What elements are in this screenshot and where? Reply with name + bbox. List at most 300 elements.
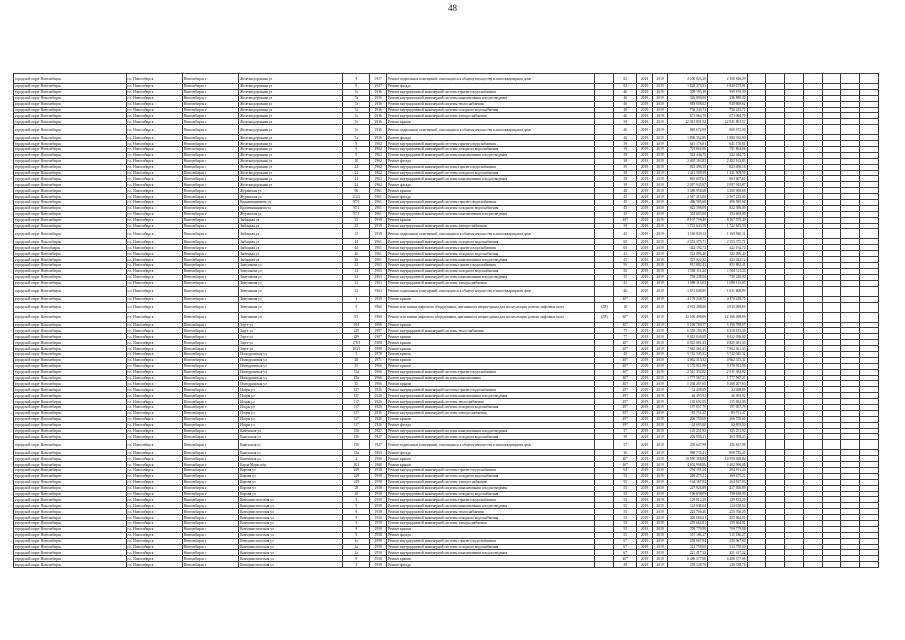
- cell-street: Железнодорожная ул: [239, 84, 343, 90]
- cell-settlement: г.о. Новосибирск: [126, 351, 182, 357]
- cell-start: 2019: [637, 334, 653, 340]
- cell-cost: 599 193,39: [668, 89, 708, 95]
- cell-street: Зорге ул: [239, 328, 343, 334]
- cell-street: Ипподромская ул: [239, 369, 343, 375]
- cell-city: Новосибирск г: [182, 125, 238, 135]
- cell-limit: 663 607,61: [707, 176, 747, 182]
- cell-city: Новосибирск г: [182, 369, 238, 375]
- cell-cost: 256 647,98: [668, 440, 708, 450]
- cell-year: 1960: [370, 312, 387, 322]
- cell-district: городской округ Новосибирск: [14, 526, 127, 532]
- cell-limit: 709 779,98: [707, 526, 747, 532]
- cell-empty: [766, 286, 785, 296]
- cell-settlement: г.о. Новосибирск: [126, 141, 182, 147]
- cell-house: 97/1: [343, 205, 370, 211]
- cell-city: Новосибирск г: [182, 538, 238, 544]
- cell-house: 9: [343, 302, 370, 312]
- cell-year: 1966: [370, 381, 387, 387]
- cell-cost: 5 742 345,31: [668, 351, 708, 357]
- cell-settlement: г.о. Новосибирск: [126, 119, 182, 125]
- cell-year: 1962: [370, 182, 387, 188]
- cell-district: городской округ Новосибирск: [14, 509, 127, 515]
- cell-year: 1963: [370, 450, 387, 456]
- cell-year: 1936: [370, 107, 387, 113]
- cell-work: Ремонт внутридомовой инженерной системы холодного водоснабжения: [387, 434, 595, 440]
- cell-city: Новосибирск г: [182, 217, 238, 223]
- cell-street: Железнодорожная ул: [239, 74, 343, 84]
- cell-start: 2019: [637, 211, 653, 217]
- cell-district: городской округ Новосибирск: [14, 538, 127, 544]
- cell-settlement: г.о. Новосибирск: [126, 158, 182, 164]
- cell-work: Ремонт внутридомовой инженерной системы холодного водоснабжения: [387, 544, 595, 550]
- cell-year: 1962: [370, 147, 387, 153]
- cell-district: городской округ Новосибирск: [14, 404, 127, 410]
- cell-house: 10: [343, 158, 370, 164]
- cell-district: городской округ Новосибирск: [14, 467, 127, 473]
- cell-cost: 823 496,18: [668, 164, 708, 170]
- cell-end: 2019: [652, 410, 668, 416]
- cell-end: 2019: [652, 217, 668, 223]
- cell-city: Новосибирск г: [182, 351, 238, 357]
- cell-qty: 55: [614, 473, 637, 479]
- cell-settlement: г.о. Новосибирск: [126, 467, 182, 473]
- cell-district: городской округ Новосибирск: [14, 399, 127, 405]
- cell-cost: 7 862 361,43: [668, 346, 708, 352]
- cell-limit: 823 496,18: [707, 164, 747, 170]
- cell-work: Ремонт фасада: [387, 450, 595, 456]
- table-row: [14, 440, 879, 450]
- cell-start: 2019: [637, 74, 653, 84]
- cell-qty: 77: [614, 334, 637, 340]
- cell-empty: [803, 286, 822, 296]
- cell-city: Новосибирск г: [182, 135, 238, 141]
- cell-end: 2019: [652, 562, 668, 568]
- cell-house: 9/1: [343, 312, 370, 322]
- cell-qty: 46: [614, 101, 637, 107]
- cell-year: 1958: [370, 479, 387, 485]
- cell-district: городской округ Новосибирск: [14, 176, 127, 182]
- cell-start: 2019: [637, 532, 653, 538]
- cell-start: 2019: [637, 263, 653, 269]
- cell-street: Искры ул: [239, 393, 343, 399]
- cell-empty: [766, 562, 785, 568]
- cell-street: Коммунистическая ул: [239, 538, 343, 544]
- cell-start: 2019: [637, 467, 653, 473]
- cell-cost: 62 693,00: [668, 422, 708, 428]
- cell-limit: 8 825 081,43: [707, 340, 747, 346]
- cell-street: Зимушкова ул: [239, 263, 343, 269]
- cell-empty: [841, 312, 860, 322]
- cell-empty: [841, 302, 860, 312]
- cell-start: 2019: [637, 462, 653, 468]
- cell-city: Новосибирск г: [182, 141, 238, 147]
- cell-work: Ремонт крыши: [387, 351, 595, 357]
- cell-city: Новосибирск г: [182, 274, 238, 280]
- cell-end: 2019: [652, 147, 668, 153]
- table-row: [14, 125, 879, 135]
- cell-district: городской округ Новосибирск: [14, 491, 127, 497]
- cell-cost: 6 486 377,96: [668, 556, 708, 562]
- cell-district: городской округ Новосибирск: [14, 147, 127, 153]
- cell-district: городской округ Новосибирск: [14, 152, 127, 158]
- cell-cost: 326 890,00: [668, 95, 708, 101]
- cell-qty: 67: [614, 538, 637, 544]
- cell-cost: 32 498,89: [668, 387, 708, 393]
- cell-district: городской округ Новосибирск: [14, 393, 127, 399]
- cell-city: Новосибирск г: [182, 467, 238, 473]
- cell-start: 2019: [637, 89, 653, 95]
- cell-start: 2019: [637, 147, 653, 153]
- cell-district: городской округ Новосибирск: [14, 556, 127, 562]
- cell-district: городской округ Новосибирск: [14, 84, 127, 90]
- repair-program-table: [13, 73, 879, 568]
- cell-limit: 1 169 820,11: [707, 229, 747, 239]
- cell-street: Железнодорожная ул: [239, 107, 343, 113]
- cell-end: 2019: [652, 268, 668, 274]
- cell-end: 2019: [652, 422, 668, 428]
- cell-settlement: г.о. Новосибирск: [126, 328, 182, 334]
- cell-qty: 60: [614, 245, 637, 251]
- cell-limit: 868 735,41: [707, 450, 747, 456]
- cell-district: городской округ Новосибирск: [14, 74, 127, 84]
- cell-district: городской округ Новосибирск: [14, 280, 127, 286]
- cell-settlement: г.о. Новосибирск: [126, 509, 182, 515]
- cell-cost: 5 176 911,96: [668, 363, 708, 369]
- cell-unit: [595, 286, 614, 296]
- cell-end: 2019: [652, 74, 668, 84]
- cell-end: 2019: [652, 428, 668, 434]
- cell-end: 2019: [652, 526, 668, 532]
- cell-cost: 269 475,21: [668, 473, 708, 479]
- cell-year: 1987: [370, 328, 387, 334]
- cell-year: 1958: [370, 503, 387, 509]
- cell-year: 1962: [370, 141, 387, 147]
- cell-end: 2019: [652, 257, 668, 263]
- cell-start: 2019: [637, 280, 653, 286]
- cell-year: 1936: [370, 101, 387, 107]
- cell-city: Новосибирск г: [182, 147, 238, 153]
- cell-start: 2019: [637, 223, 653, 229]
- cell-year: 1936: [370, 119, 387, 125]
- cell-city: Новосибирск г: [182, 286, 238, 296]
- cell-empty: [841, 440, 860, 450]
- cell-limit: 4 170 248,75: [707, 296, 747, 302]
- cell-end: 2019: [652, 479, 668, 485]
- cell-qty: 64: [614, 467, 637, 473]
- cell-city: Новосибирск г: [182, 302, 238, 312]
- cell-limit: 129 812,29: [707, 497, 747, 503]
- cell-city: Новосибирск г: [182, 485, 238, 491]
- cell-district: городской округ Новосибирск: [14, 101, 127, 107]
- cell-city: Новосибирск г: [182, 89, 238, 95]
- cell-start: 2019: [637, 84, 653, 90]
- cell-house: 24: [343, 176, 370, 182]
- cell-year: 1958: [370, 526, 387, 532]
- cell-qty: 40*: [614, 322, 637, 328]
- cell-year: 1961: [370, 211, 387, 217]
- cell-settlement: г.о. Новосибирск: [126, 532, 182, 538]
- cell-street: Железнодорожная ул: [239, 170, 343, 176]
- cell-district: городской округ Новосибирск: [14, 125, 127, 135]
- cell-street: Каменская ул: [239, 456, 343, 462]
- cell-street: Кирова ул: [239, 485, 343, 491]
- cell-settlement: г.о. Новосибирск: [126, 280, 182, 286]
- cell-qty: 55: [614, 491, 637, 497]
- cell-settlement: г.о. Новосибирск: [126, 164, 182, 170]
- cell-year: 1958: [370, 515, 387, 521]
- cell-year: 1971: [370, 357, 387, 363]
- cell-limit: 22 941 891,52: [707, 119, 747, 125]
- cell-year: 1959: [370, 223, 387, 229]
- cell-end: 2019: [652, 274, 668, 280]
- cell-street: Журинская ул: [239, 194, 343, 200]
- cell-cost: 114 638,04: [668, 503, 708, 509]
- cell-limit: 4 402 998,86: [707, 462, 747, 468]
- cell-house: 114/2: [343, 194, 370, 200]
- cell-house: 7а: [343, 107, 370, 113]
- cell-qty: 40*: [614, 363, 637, 369]
- cell-house: 179/1: [343, 340, 370, 346]
- cell-year: 1970: [370, 351, 387, 357]
- cell-cost: 221 417,22: [668, 550, 708, 556]
- cell-city: Новосибирск г: [182, 544, 238, 550]
- cell-work: Ремонт внутридомовой инженерной системы горячего водоснабжения: [387, 141, 595, 147]
- cell-empty: [785, 440, 804, 450]
- cell-district: городской округ Новосибирск: [14, 357, 127, 363]
- cell-city: Новосибирск г: [182, 491, 238, 497]
- cell-end: 2019: [652, 503, 668, 509]
- cell-start: 2019: [637, 357, 653, 363]
- cell-empty: [860, 286, 879, 296]
- cell-empty: [803, 229, 822, 239]
- cell-work: Ремонт внутридомовой инженерной системы канализования и водоотведения: [387, 211, 595, 217]
- cell-start: 2019: [637, 164, 653, 170]
- cell-empty: [822, 229, 841, 239]
- cell-city: Новосибирск г: [182, 440, 238, 450]
- cell-limit: 4 962 315,32: [707, 357, 747, 363]
- cell-work: Ремонт внутридомовой инженерной системы электроснабжения: [387, 280, 595, 286]
- cell-city: Новосибирск г: [182, 205, 238, 211]
- cell-cost: 85 751,47: [668, 410, 708, 416]
- cell-qty: 55: [614, 532, 637, 538]
- cell-house: 1а: [343, 550, 370, 556]
- cell-street: Ипподромская ул: [239, 357, 343, 363]
- cell-limit: 1 631 608,99: [707, 286, 747, 296]
- cell-city: Новосибирск г: [182, 526, 238, 532]
- cell-qty: 49*: [614, 422, 637, 428]
- cell-cost: 259 664,81: [668, 521, 708, 527]
- cell-settlement: г.о. Новосибирск: [126, 556, 182, 562]
- cell-city: Новосибирск г: [182, 101, 238, 107]
- cell-empty: [860, 125, 879, 135]
- cell-house: 97/1: [343, 211, 370, 217]
- cell-work: Ремонт внутридомовой инженерной системы канализования и водоотведения: [387, 393, 595, 399]
- cell-unit: (ЛР): [595, 302, 614, 312]
- cell-end: 2019: [652, 125, 668, 135]
- cell-house: 7а: [343, 119, 370, 125]
- cell-district: городской округ Новосибирск: [14, 381, 127, 387]
- cell-house: 9: [343, 521, 370, 527]
- cell-qty: 46: [614, 286, 637, 296]
- cell-settlement: г.о. Новосибирск: [126, 125, 182, 135]
- cell-work: Ремонт внутридомовой инженерной системы электроснабжения: [387, 521, 595, 527]
- cell-street: Ипподромская ул: [239, 351, 343, 357]
- cell-settlement: г.о. Новосибирск: [126, 404, 182, 410]
- cell-empty: [785, 302, 804, 312]
- cell-limit: 164 167,03: [707, 479, 747, 485]
- cell-cost: 129 812,29: [668, 497, 708, 503]
- cell-settlement: г.о. Новосибирск: [126, 135, 182, 141]
- cell-year: 1958: [370, 544, 387, 550]
- cell-street: Ипподромская ул: [239, 363, 343, 369]
- cell-start: 2019: [637, 473, 653, 479]
- cell-house: 12: [343, 280, 370, 286]
- cell-limit: 5 196 789,57: [707, 322, 747, 328]
- cell-work: Ремонт внутридомовой инженерной системы канализования и водоотведения: [387, 95, 595, 101]
- cell-qty: 40*: [614, 462, 637, 468]
- cell-empty: [822, 286, 841, 296]
- cell-house: 35: [343, 223, 370, 229]
- cell-district: городской округ Новосибирск: [14, 375, 127, 381]
- cell-qty: 55: [614, 509, 637, 515]
- cell-qty: 55: [614, 485, 637, 491]
- table-row: [14, 286, 879, 296]
- cell-qty: 49*: [614, 217, 637, 223]
- cell-cost: 8 825 081,43: [668, 340, 708, 346]
- cell-street: Кирова ул: [239, 473, 343, 479]
- cell-work: Ремонт внутридомовой инженерной системы канализования и водоотведения: [387, 176, 595, 182]
- cell-work: Ремонт внутридомовой инженерной системы канализования и водоотведения: [387, 428, 595, 434]
- cell-district: городской округ Новосибирск: [14, 257, 127, 263]
- cell-empty: [822, 302, 841, 312]
- cell-district: городской округ Новосибирск: [14, 302, 127, 312]
- cell-limit: 46 493,92: [707, 393, 747, 399]
- table-body: [14, 74, 879, 568]
- cell-limit: 294 191,24: [707, 467, 747, 473]
- cell-street: Журинская ул: [239, 188, 343, 194]
- cell-year: 1958: [370, 491, 387, 497]
- cell-start: 2019: [637, 550, 653, 556]
- cell-end: 2019: [652, 101, 668, 107]
- cell-qty: 40*: [614, 340, 637, 346]
- cell-limit: 5 268 267,65: [707, 381, 747, 387]
- cell-start: 2019: [637, 182, 653, 188]
- cell-year: 1958: [370, 550, 387, 556]
- cell-settlement: г.о. Новосибирск: [126, 194, 182, 200]
- cell-limit: 673 064,79: [707, 113, 747, 119]
- cell-street: Коммунистическая ул: [239, 562, 343, 568]
- cell-settlement: г.о. Новосибирск: [126, 182, 182, 188]
- cell-year: 1963: [370, 274, 387, 280]
- cell-house: 183/1: [343, 346, 370, 352]
- cell-empty: [747, 125, 766, 135]
- cell-cost: 641 176,81: [668, 141, 708, 147]
- cell-street: Зимушкова ул: [239, 268, 343, 274]
- cell-district: городской округ Новосибирск: [14, 182, 127, 188]
- cell-year: 1961: [370, 245, 387, 251]
- cell-city: Новосибирск г: [182, 562, 238, 568]
- cell-qty: 40*: [614, 357, 637, 363]
- cell-house: 44: [343, 245, 370, 251]
- cell-cost: 4 962 315,32: [668, 357, 708, 363]
- cell-city: Новосибирск г: [182, 399, 238, 405]
- cell-qty: 55: [614, 503, 637, 509]
- cell-district: городской округ Новосибирск: [14, 328, 127, 334]
- cell-cost: 709 779,98: [668, 526, 708, 532]
- cell-qty: 36: [614, 450, 637, 456]
- cell-empty: [785, 312, 804, 322]
- cell-settlement: г.о. Новосибирск: [126, 399, 182, 405]
- cell-street: Кирова ул: [239, 491, 343, 497]
- cell-end: 2019: [652, 462, 668, 468]
- cell-work: Ремонт внутридомовой инженерной системы холодного водоснабжения: [387, 491, 595, 497]
- cell-cost: 422 192,72: [668, 245, 708, 251]
- cell-year: 1962: [370, 152, 387, 158]
- cell-qty: 48: [614, 188, 637, 194]
- cell-district: городской округ Новосибирск: [14, 135, 127, 141]
- cell-street: Журинская ул: [239, 211, 343, 217]
- cell-qty: 45: [614, 205, 637, 211]
- cell-city: Новосибирск г: [182, 456, 238, 462]
- cell-house: 117: [343, 404, 370, 410]
- cell-settlement: г.о. Новосибирск: [126, 387, 182, 393]
- cell-limit: 6 338 183,39: [707, 328, 747, 334]
- cell-house: 9: [343, 74, 370, 84]
- cell-year: 1936: [370, 95, 387, 101]
- cell-start: 2019: [637, 239, 653, 245]
- cell-cost: 125 251,92: [668, 428, 708, 434]
- cell-city: Новосибирск г: [182, 280, 238, 286]
- cell-cost: 1 722 643,59: [668, 223, 708, 229]
- cell-settlement: г.о. Новосибирск: [126, 101, 182, 107]
- cell-qty: 39: [614, 176, 637, 182]
- cell-city: Новосибирск г: [182, 515, 238, 521]
- cell-empty: [822, 440, 841, 450]
- cell-end: 2019: [652, 200, 668, 206]
- cell-city: Новосибирск г: [182, 158, 238, 164]
- cell-qty: 49*: [614, 416, 637, 422]
- cell-work: Ремонт фасада: [387, 182, 595, 188]
- cell-year: 1958: [370, 521, 387, 527]
- cell-qty: 45: [614, 194, 637, 200]
- cell-start: 2019: [637, 399, 653, 405]
- cell-end: 2019: [652, 119, 668, 125]
- cell-qty: 45: [614, 211, 637, 217]
- cell-end: 2019: [652, 485, 668, 491]
- cell-street: Железнодорожная ул: [239, 158, 343, 164]
- cell-limit: 1 504 111,24: [707, 268, 747, 274]
- cell-qty: 39: [614, 152, 637, 158]
- cell-settlement: г.о. Новосибирск: [126, 89, 182, 95]
- cell-year: 1988: [370, 346, 387, 352]
- cell-street: Железнодорожная ул: [239, 95, 343, 101]
- cell-city: Новосибирск г: [182, 410, 238, 416]
- cell-limit: 869 672,00: [707, 125, 747, 135]
- cell-work: Ремонт внутридомовой инженерной системы горячего водоснабжения: [387, 369, 595, 375]
- cell-year: 1987: [370, 334, 387, 340]
- cell-work: Ремонт внутридомовой инженерной системы канализования: [387, 375, 595, 381]
- cell-start: 2019: [637, 176, 653, 182]
- cell-end: 2019: [652, 357, 668, 363]
- cell-limit: 2 353 375,71: [707, 239, 747, 245]
- cell-work: Ремонт внутридомовой инженерной системы холодного водоснабжения: [387, 147, 595, 153]
- cell-street: Коммунистическая ул: [239, 515, 343, 521]
- cell-city: Новосибирск г: [182, 416, 238, 422]
- cell-work: Ремонт или замена лифтового оборудования, признанного непригодным для эксплуатации, ремонт лифтовых шахт: [387, 312, 595, 322]
- cell-house: 156: [343, 434, 370, 440]
- cell-limit: 8 422 036,80: [707, 334, 747, 340]
- cell-year: 1958: [370, 556, 387, 562]
